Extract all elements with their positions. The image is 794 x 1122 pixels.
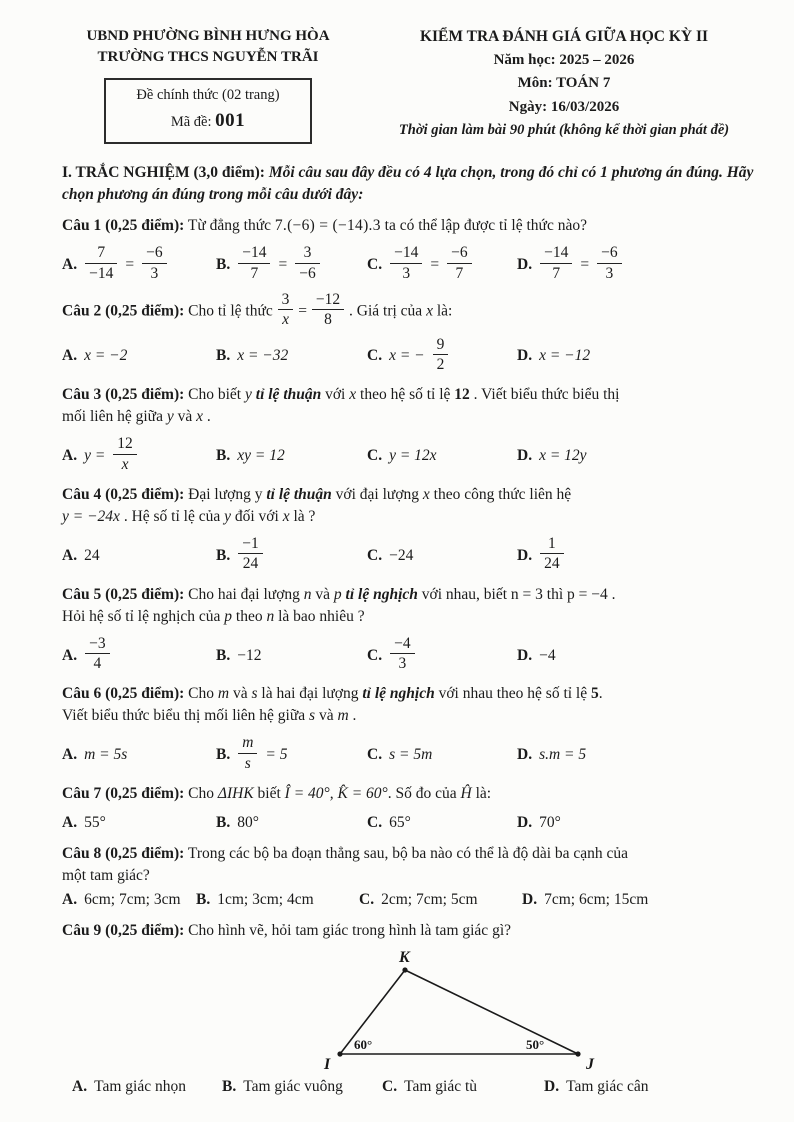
vertex-label-J: J	[586, 1056, 594, 1073]
angle-label-right: 50°	[526, 1037, 545, 1053]
q8-option-A: A. 6cm; 7cm; 3cm	[62, 891, 181, 909]
exam-type-line: Đề chính thức (02 trang)	[136, 86, 280, 103]
q5-option-B: B. −12	[216, 646, 262, 664]
question-1-label: Câu 1 (0,25 điểm):	[62, 217, 185, 235]
triangle-figure	[310, 950, 766, 1072]
question-2-options	[62, 335, 766, 376]
section-1-intro	[62, 162, 766, 206]
q3-option-D: D. x = 12y	[517, 447, 587, 465]
subject: Môn: TOÁN 7	[517, 75, 611, 92]
q5-option-C: C. $\frac{-4}{3}$	[367, 637, 517, 675]
question-1-text: Câu 1 (0,25 điểm): Từ đẳng thức 7.(−6) = (−14).3 ta có thể lập được tỉ lệ thức nào?	[62, 217, 587, 235]
q9-option-B: B. Tam giác vuông	[222, 1078, 343, 1096]
q4-option-C: C. −24	[367, 546, 414, 564]
question-8-label: Câu 8 (0,25 điểm):	[62, 845, 185, 863]
question-1-options	[62, 246, 766, 284]
q3-option-C: C. y = 12x	[367, 447, 437, 465]
question-3-text: Câu 3 (0,25 điểm): Cho biết y tỉ lệ thuận với x theo hệ số tỉ lệ 12 . Viết biểu thức biểu thị mối liên hệ giữa y và x .	[62, 386, 620, 426]
angle-label-left: 60°	[354, 1037, 373, 1053]
q6-option-C: C. s = 5m	[367, 746, 433, 764]
exam-code-line	[122, 108, 294, 135]
q1-option-C: C. $\frac{-14}{3}$ = $\frac{-6}{7}$	[367, 246, 517, 284]
question-4-label: Câu 4 (0,25 điểm):	[62, 486, 185, 504]
q9-option-A: A. Tam giác nhọn	[72, 1078, 186, 1096]
q1-option-B: B. $\frac{-14}{7}$ = $\frac{3}{-6}$	[216, 246, 367, 284]
question-3	[62, 384, 766, 475]
q4-option-B: B. $\frac{-1}{24}$	[216, 537, 367, 575]
q3-option-A: A. y = $\frac{12}{x}$	[62, 437, 216, 475]
exam-code-value: 001	[215, 110, 246, 132]
q2-option-B: B. x = −32	[216, 347, 289, 365]
exam-duration: Thời gian làm bài 90 phút (không kể thời gian phát đề)	[398, 121, 730, 138]
q7-option-A: A. 55°	[62, 814, 106, 832]
q6-option-D: D. s.m = 5	[517, 746, 587, 764]
triangle-svg	[310, 950, 610, 1072]
question-8-options	[62, 889, 766, 911]
question-9-options	[62, 1076, 766, 1098]
question-2-label: Câu 2 (0,25 điểm):	[62, 302, 185, 320]
question-4	[62, 484, 766, 575]
q9-option-D: D. Tam giác cân	[544, 1078, 649, 1096]
question-9	[62, 920, 766, 1098]
school-block	[62, 26, 354, 144]
question-2	[62, 290, 766, 375]
q2-option-D: D. x = −12	[517, 347, 591, 365]
q7-option-C: C. 65°	[367, 814, 411, 832]
q8-option-B: B. 1cm; 3cm; 4cm	[196, 891, 314, 909]
q4-option-D: D. $\frac{1}{24}$	[517, 537, 766, 575]
question-9-label: Câu 9 (0,25 điểm):	[62, 922, 185, 940]
q2-option-A: A. x = −2	[62, 347, 128, 365]
q2-option-C: C. x = − $\frac{9}{2}$	[367, 338, 517, 376]
q5-option-D: D. −4	[517, 646, 556, 664]
question-3-label: Câu 3 (0,25 điểm):	[62, 386, 185, 404]
question-5-text: Câu 5 (0,25 điểm): Cho hai đại lượng n và p tỉ lệ nghịch với nhau, biết n = 3 thì p = −4 . Hỏi hệ số tỉ lệ nghịch của p theo n là bao nhiêu ?	[62, 585, 616, 625]
q1-option-A: A. $\frac{7}{-14}$ = $\frac{-6}{3}$	[62, 246, 216, 284]
org-line-1: UBND PHƯỜNG BÌNH HƯNG HÒA	[86, 28, 330, 44]
question-7-options	[62, 812, 766, 834]
exam-date: Ngày: 16/03/2026	[508, 98, 620, 115]
question-4-text: Câu 4 (0,25 điểm): Đại lượng y tỉ lệ thuận với đại lượng x theo công thức liên hệ y = −24x . Hệ số tỉ lệ của y đối với x là ?	[62, 486, 572, 526]
exam-header	[62, 26, 766, 144]
question-8-text: Câu 8 (0,25 điểm): Trong các bộ ba đoạn thẳng sau, bộ ba nào có thể là độ dài ba cạnh của một tam giác?	[62, 845, 629, 885]
question-5-label: Câu 5 (0,25 điểm):	[62, 585, 185, 603]
org-line-2: TRƯỜNG THCS NGUYỄN TRÃI	[97, 49, 319, 66]
question-1	[62, 215, 766, 284]
q7-option-B: B. 80°	[216, 814, 259, 832]
q6-option-A: A. m = 5s	[62, 746, 128, 764]
question-5-options	[62, 634, 766, 675]
question-7-label: Câu 7 (0,25 điểm):	[62, 785, 185, 803]
triangle-symbol: ΔIHK	[217, 785, 254, 803]
question-7	[62, 783, 766, 834]
section-1-instructions: Mỗi câu sau đây đều có 4 lựa chọn, trong đó chỉ có 1 phương án đúng. Hãy chọn phương án đúng trong mỗi câu dưới đây:	[62, 164, 754, 204]
q7-option-D: D. 70°	[517, 814, 561, 832]
question-6-text: Câu 6 (0,25 điểm): Cho m và s là hai đại lượng tỉ lệ nghịch với nhau theo hệ số tỉ lệ 5. Viết biểu thức biểu thị mối liên hệ giữa s và m .	[62, 685, 603, 725]
exam-code-box	[104, 78, 312, 145]
exam-title-block	[354, 26, 766, 140]
q5-option-A: A. $\frac{-3}{4}$	[62, 637, 216, 675]
q9-option-C: C. Tam giác tù	[382, 1078, 478, 1096]
q8-option-C: C. 2cm; 7cm; 5cm	[359, 891, 478, 909]
exam-title: KIỂM TRA ĐÁNH GIÁ GIỮA HỌC KỲ II	[419, 28, 709, 45]
question-6-label: Câu 6 (0,25 điểm):	[62, 685, 185, 703]
q6-option-B: B. $\frac{m}{s}$ = 5	[216, 734, 288, 772]
q4-option-A: A. 24	[62, 546, 100, 564]
question-6	[62, 683, 766, 774]
question-4-options	[62, 537, 766, 575]
q3-option-B: B. xy = 12	[216, 447, 285, 465]
question-3-options	[62, 437, 766, 475]
question-9-text: Câu 9 (0,25 điểm): Cho hình vẽ, hỏi tam giác trong hình là tam giác gì?	[62, 922, 511, 940]
q8-option-D: D. 7cm; 6cm; 15cm	[522, 891, 649, 909]
question-7-text: Câu 7 (0,25 điểm): Cho ΔIHK biết Î = 40°, K̂ = 60°. Số đo của Ĥ là:	[62, 785, 492, 803]
question-5	[62, 584, 766, 675]
vertex-label-K: K	[399, 950, 410, 967]
question-6-options	[62, 736, 766, 774]
section-1-heading: I. TRẮC NGHIỆM (3,0 điểm):	[62, 164, 265, 182]
vertex-label-I: I	[324, 1056, 331, 1073]
question-8	[62, 843, 766, 911]
exam-code-label: Mã đề:	[170, 114, 212, 131]
question-2-text: Câu 2 (0,25 điểm): Cho tỉ lệ thức $\frac{3}{x}$ = $\frac{-12}{8}$ . Giá trị của x là:	[62, 290, 453, 329]
school-year: Năm học: 2025 – 2026	[493, 52, 635, 68]
q1-option-D: D. $\frac{-14}{7}$ = $\frac{-6}{3}$	[517, 246, 766, 284]
